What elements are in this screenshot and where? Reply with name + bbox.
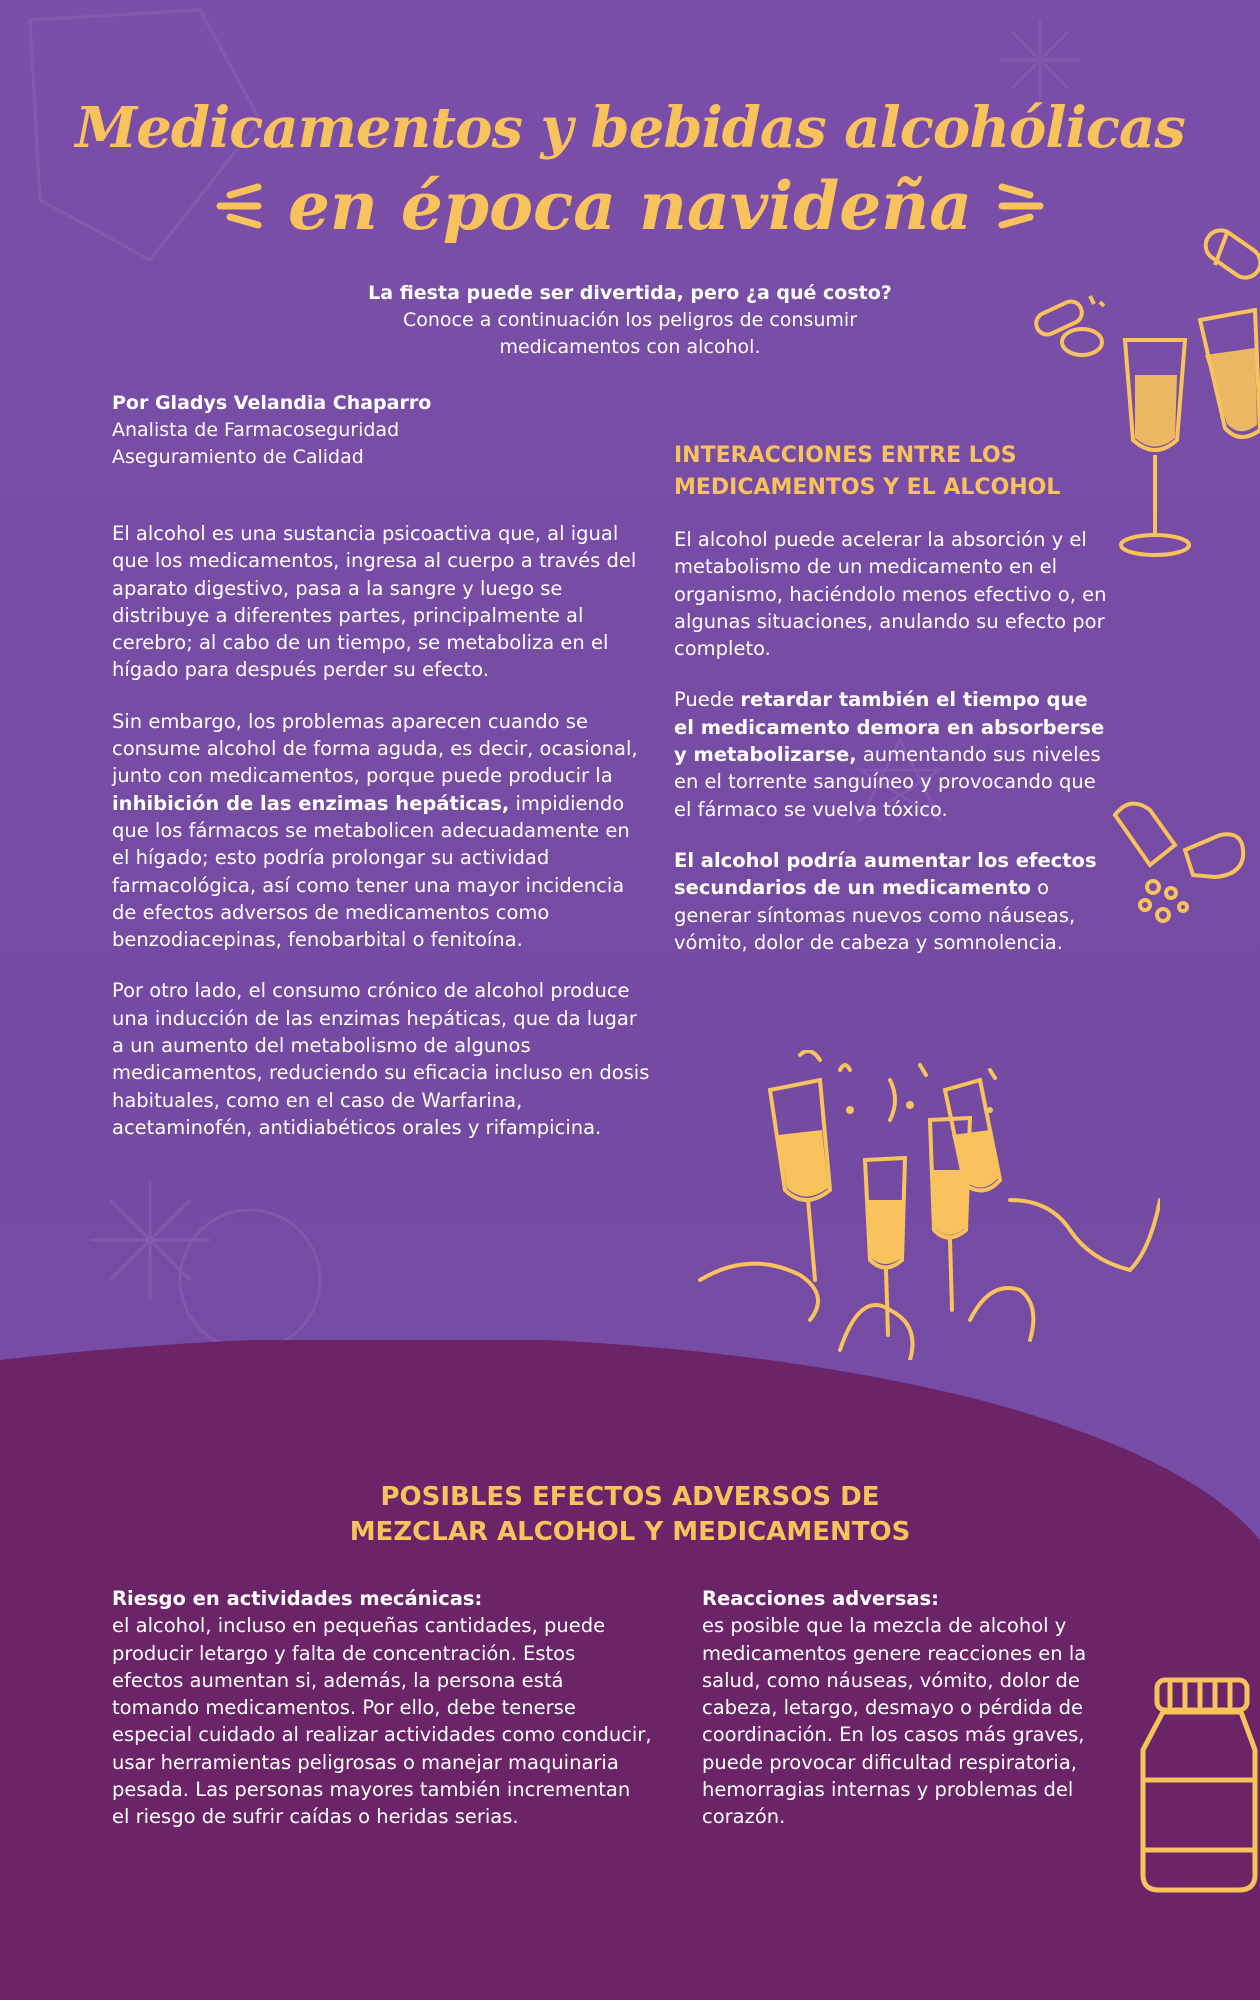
adverse-effects-title-line-1: POSIBLES EFECTOS ADVERSOS DE	[380, 1482, 880, 1512]
toast-hands-illustration	[690, 1050, 1160, 1360]
intro	[330, 280, 930, 361]
title-line-1: Medicamentos y bebidas alcohólicas	[75, 95, 1185, 161]
champagne-glasses-icon	[1105, 300, 1260, 570]
author-department: Aseguramiento de Calidad	[112, 446, 364, 468]
pills-icon	[1030, 292, 1110, 362]
left-column	[112, 520, 652, 1165]
adverse-reactions-block	[702, 1585, 1122, 1855]
mechanical-risk-text: el alcohol, incluso en pequeñas cantidades, puede producir letargo y falta de concentración. Estos efectos aumentan si, además, la persona está tomando medicamentos. Por ello, debe tenerse especial cuidado al realizar actividades como conducir, usar herramientas peligrosas o manejar maquinaria pesada. Las personas mayores también incrementan el riesgo de sufrir caídas o heridas serias.	[112, 1614, 652, 1829]
intro-question: La fiesta puede ser divertida, pero ¿a qué costo?	[368, 282, 892, 304]
medicine-jar-icon	[1135, 1670, 1260, 1900]
open-capsule-icon	[1105, 795, 1250, 925]
left-paragraph-3: Por otro lado, el consumo crónico de alcohol produce una inducción de las enzimas hepáticas, que da lugar a un aumento del metabolismo de algunos medicamentos, reduciendo su eficacia incluso en dosis habituales, como en el caso de Warfarina, acetaminofén, antidiabéticos orales y rifampicina.	[112, 979, 650, 1139]
right-column	[674, 440, 1114, 980]
adverse-effects-title-line-2: MEZCLAR ALCOHOL Y MEDICAMENTOS	[349, 1517, 911, 1547]
title-line-2-wrap	[210, 164, 1050, 248]
author-role: Analista de Farmacoseguridad	[112, 419, 400, 441]
right-paragraph-3: El alcohol podría aumentar los efectos secundarios de un medicamento o generar síntomas nuevos como náuseas, vómito, dolor de cabeza y somnolencia.	[674, 848, 1097, 954]
right-paragraph-2: Puede retardar también el tiempo que el medicamento demora en absorberse y metabolizarse, aumentando sus niveles en el torrente sanguíneo y provocando que el fármaco se vuelva tóxico.	[674, 688, 1105, 821]
sparkle-left-icon	[210, 181, 266, 231]
adverse-reactions-heading: Reacciones adversas:	[702, 1587, 939, 1610]
adverse-effects-title	[0, 1480, 1260, 1550]
title-line-2: en época navideña	[287, 167, 973, 245]
doodle-snowflake-2	[1000, 20, 1080, 100]
interactions-heading: INTERACCIONES ENTRE LOS MEDICAMENTOS Y EL ALCOHOL	[674, 443, 1061, 500]
title-block	[0, 92, 1260, 248]
adverse-reactions-text: es posible que la mezcla de alcohol y medicamentos genere reacciones en la salud, como náuseas, vómito, dolor de cabeza, letargo, desmayo o pérdida de coordinación. En los casos más graves, puede provocar dificultad respiratoria, hemorragias internas y problemas del corazón.	[702, 1614, 1087, 1829]
sparkle-right-icon	[994, 181, 1050, 231]
left-paragraph-1: El alcohol es una sustancia psicoactiva que, al igual que los medicamentos, ingresa al cuerpo a través del aparato digestivo, pasa a la sangre y luego se distribuye a diferentes partes, principalmente al cerebro; al cabo de un tiempo, se metaboliza en el hígado para después perder su efecto.	[112, 522, 637, 682]
intro-line-2: Conoce a continuación los peligros de consumir	[402, 309, 858, 331]
author-name: Por Gladys Velandia Chaparro	[112, 392, 432, 414]
capsule-icon	[1195, 225, 1260, 305]
right-paragraph-1: El alcohol puede acelerar la absorción y el metabolismo de un medicamento en el organismo, haciéndolo menos efectivo o, en algunas situaciones, anulando su efecto por completo.	[674, 528, 1107, 661]
doodle-circle	[180, 1210, 320, 1350]
author-block	[112, 390, 612, 471]
left-paragraph-2: Sin embargo, los problemas aparecen cuando se consume alcohol de forma aguda, es decir, ocasional, junto con medicamentos, porque puede producir la inhibición de las enzimas hepáticas, impidiendo que los fármacos se metabolicen adecuadamente en el hígado; esto podría prolongar su actividad farmacológica, así como tener una mayor incidencia de efectos adversos de medicamentos como benzodiacepinas, fenobarbital o fenitoína.	[112, 709, 638, 952]
intro-line-3: medicamentos con alcohol.	[499, 336, 761, 358]
mechanical-risk-heading: Riesgo en actividades mecánicas:	[112, 1587, 483, 1610]
mechanical-risk-block	[112, 1585, 652, 1855]
